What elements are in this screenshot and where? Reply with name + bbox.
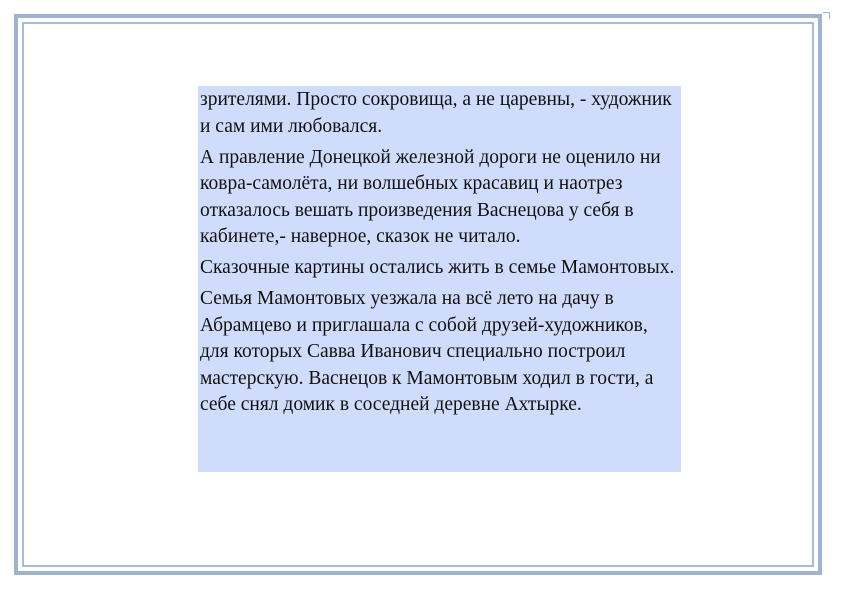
slide-frame-corner (823, 12, 830, 19)
paragraph-4: Семья Мамонтовых уезжала на всё лето на дачу в Абрамцево и приглашала с собой друзей-художников, для которых Савва Иванович специально построил мастерскую. Васнецов к Мамонтовым ходил в гости, а себе снял домик в соседней деревне Ахтырке. (200, 288, 654, 415)
paragraph-2: А правление Донецкой железной дороги не оценило ни ковра-самолёта, ни волшебных красавиц и наотрез отказалось вешать произведения Васнецова у себя в кабинете,- наверное, сказок не читало. (200, 146, 661, 247)
paragraph-3: Сказочные картины остались жить в семье Мамонтовых. (200, 257, 675, 278)
text-block (198, 86, 681, 472)
paragraph-1: зрителями. Просто сокровища, а не царевны, - художник и сам ими любовался. (200, 89, 672, 137)
